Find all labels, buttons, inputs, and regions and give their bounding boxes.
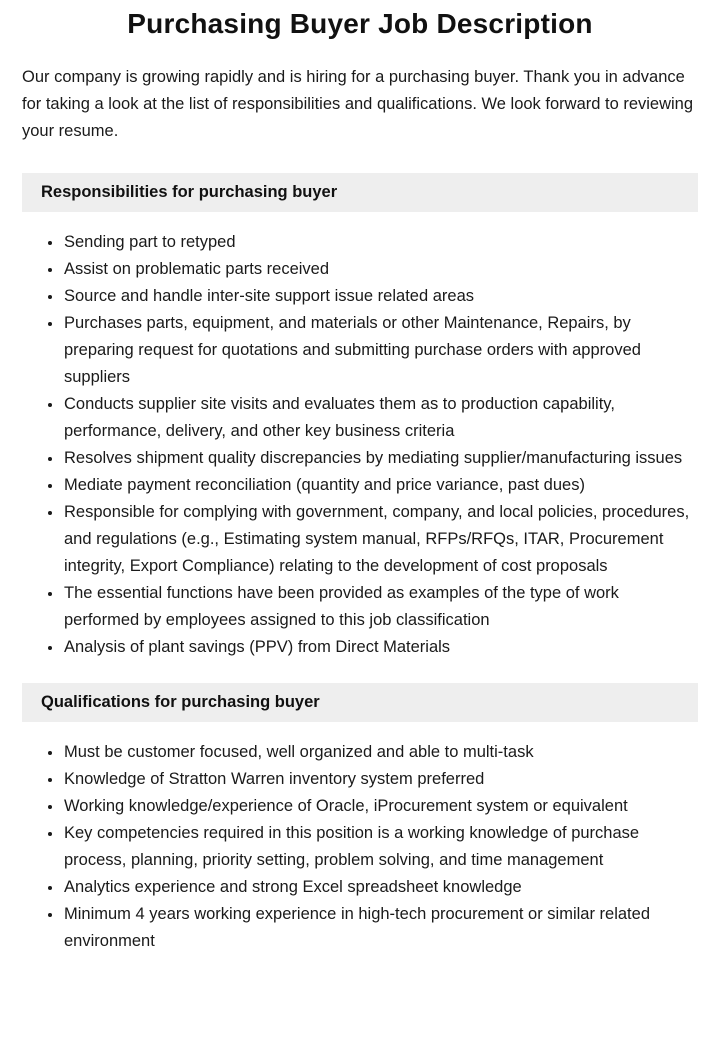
list-item: • Knowledge of Stratton Warren inventory system preferred (63, 766, 698, 793)
responsibilities-list (22, 229, 698, 661)
list-item: • Analytics experience and strong Excel spreadsheet knowledge (63, 874, 698, 901)
list-item: • Source and handle inter-site support issue related areas (63, 283, 698, 310)
list-item: • The essential functions have been provided as examples of the type of work performed by employees assigned to this job classification (63, 580, 698, 634)
list-item: • Purchases parts, equipment, and materials or other Maintenance, Repairs, by preparing request for quotations and submitting purchase orders with approved suppliers (63, 310, 698, 391)
list-item: • Minimum 4 years working experience in high-tech procurement or similar related environment (63, 901, 698, 955)
intro-paragraph: Our company is growing rapidly and is hiring for a purchasing buyer. Thank you in advance for taking a look at the list of responsibilities and qualifications. We look forward to reviewing your resume. (22, 68, 694, 140)
list-item: • Key competencies required in this position is a working knowledge of purchase process, planning, priority setting, problem solving, and time management (63, 820, 698, 874)
page-title: Purchasing Buyer Job Description (127, 8, 593, 39)
list-item: • Resolves shipment quality discrepancies by mediating supplier/manufacturing issues (63, 445, 698, 472)
list-item: • Must be customer focused, well organized and able to multi-task (63, 739, 698, 766)
list-item: • Working knowledge/experience of Oracle, iProcurement system or equivalent (63, 793, 698, 820)
list-item: • Sending part to retyped (63, 229, 698, 256)
list-item: • Conducts supplier site visits and evaluates them as to production capability, performance, delivery, and other key business criteria (63, 391, 698, 445)
qualifications-list (22, 739, 698, 955)
list-item: • Responsible for complying with government, company, and local policies, procedures, and regulations (e.g., Estimating system manual, RFPs/RFQs, ITAR, Procurement integrity, Export Compliance) relating to the development of cost proposals (63, 499, 698, 580)
job-description-document (0, 8, 720, 1007)
section-qualifications (22, 683, 698, 955)
section-responsibilities (22, 173, 698, 661)
list-item: • Mediate payment reconciliation (quantity and price variance, past dues) (63, 472, 698, 499)
list-item: • Assist on problematic parts received (63, 256, 698, 283)
section-header-responsibilities: Responsibilities for purchasing buyer (22, 173, 698, 212)
section-header-qualifications: Qualifications for purchasing buyer (22, 683, 698, 722)
list-item: • Analysis of plant savings (PPV) from Direct Materials (63, 634, 698, 661)
